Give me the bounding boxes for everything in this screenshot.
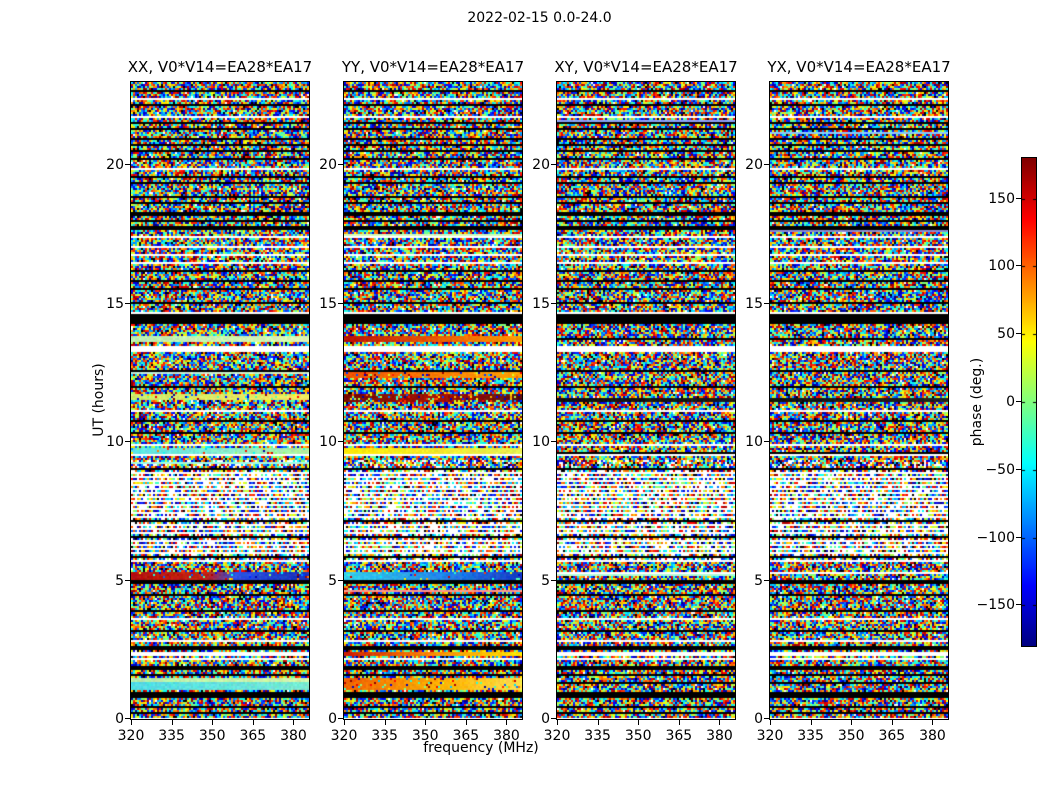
y-tick-label: 10 bbox=[106, 434, 124, 450]
y-tick-mark bbox=[125, 441, 130, 442]
y-tick-label: 15 bbox=[532, 295, 550, 312]
x-tick-mark bbox=[131, 720, 132, 725]
x-tick-label: 335 bbox=[797, 728, 824, 744]
y-tick-mark bbox=[551, 718, 556, 719]
y-axis-label: UT (hours) bbox=[91, 363, 107, 437]
x-tick-label: 320 bbox=[543, 728, 571, 744]
x-tick-mark bbox=[466, 720, 467, 725]
y-tick-label: 0 bbox=[115, 711, 124, 727]
x-tick-mark bbox=[344, 720, 345, 725]
x-tick-label: 365 bbox=[665, 728, 693, 744]
x-tick-mark bbox=[293, 720, 294, 725]
x-tick-mark bbox=[851, 720, 852, 725]
y-tick-label: 15 bbox=[106, 295, 124, 312]
x-tick-label: 350 bbox=[624, 728, 652, 744]
y-tick-label: 5 bbox=[328, 572, 337, 589]
x-tick-mark bbox=[506, 720, 507, 725]
x-tick-label: 335 bbox=[371, 728, 398, 744]
x-tick-mark bbox=[892, 720, 893, 725]
x-tick-mark bbox=[679, 720, 680, 725]
colorbar-tick-label: 50 bbox=[997, 326, 1015, 343]
heatmap-panel-xx bbox=[130, 81, 310, 720]
x-tick-mark bbox=[638, 720, 639, 725]
y-tick-label: 5 bbox=[754, 572, 763, 589]
y-tick-mark bbox=[338, 580, 343, 581]
x-tick-label: 320 bbox=[117, 728, 145, 744]
y-tick-label: 0 bbox=[541, 711, 550, 727]
heatmap-panel-yy bbox=[343, 81, 523, 720]
y-tick-label: 15 bbox=[745, 295, 763, 312]
x-tick-mark bbox=[598, 720, 599, 725]
y-tick-label: 0 bbox=[754, 711, 763, 727]
panel-title-yy: YY, V0*V14=EA28*EA17 bbox=[341, 58, 525, 76]
x-tick-label: 350 bbox=[198, 728, 226, 744]
panel-title-xy: XY, V0*V14=EA28*EA17 bbox=[554, 58, 738, 76]
heatmap-panel-xy bbox=[556, 81, 736, 720]
panel-title-xx: XX, V0*V14=EA28*EA17 bbox=[127, 58, 313, 76]
colorbar-tick-label: −50 bbox=[985, 461, 1015, 478]
x-tick-label: 380 bbox=[706, 728, 733, 744]
y-tick-label: 0 bbox=[328, 711, 337, 727]
x-tick-mark bbox=[811, 720, 812, 725]
y-tick-label: 10 bbox=[745, 434, 763, 450]
y-tick-mark bbox=[551, 441, 556, 442]
colorbar-tick-label: −100 bbox=[976, 529, 1015, 546]
x-tick-label: 365 bbox=[878, 728, 906, 744]
colorbar-tick-mark bbox=[1016, 469, 1021, 470]
x-tick-mark bbox=[932, 720, 933, 725]
x-tick-mark bbox=[719, 720, 720, 725]
colorbar-tick-mark bbox=[1016, 198, 1021, 199]
x-tick-label: 365 bbox=[452, 728, 480, 744]
x-tick-label: 350 bbox=[837, 728, 865, 744]
colorbar-tick-mark bbox=[1016, 333, 1021, 334]
y-tick-label: 20 bbox=[319, 157, 337, 173]
y-tick-label: 20 bbox=[106, 157, 124, 173]
x-tick-label: 350 bbox=[411, 728, 439, 744]
y-tick-mark bbox=[125, 580, 130, 581]
y-tick-mark bbox=[338, 164, 343, 165]
y-tick-mark bbox=[125, 164, 130, 165]
colorbar-tick-label: −150 bbox=[976, 597, 1015, 614]
y-tick-mark bbox=[764, 164, 769, 165]
x-tick-mark bbox=[385, 720, 386, 725]
y-tick-mark bbox=[125, 303, 130, 304]
colorbar-tick-label: 0 bbox=[1006, 394, 1015, 410]
colorbar bbox=[1021, 157, 1037, 647]
x-tick-label: 380 bbox=[493, 728, 520, 744]
x-tick-mark bbox=[770, 720, 771, 725]
colorbar-tick-mark bbox=[1016, 537, 1021, 538]
x-tick-mark bbox=[425, 720, 426, 725]
colorbar-tick-label: 150 bbox=[988, 190, 1015, 207]
y-tick-mark bbox=[338, 718, 343, 719]
y-tick-mark bbox=[764, 303, 769, 304]
x-tick-label: 335 bbox=[158, 728, 185, 744]
x-tick-label: 320 bbox=[756, 728, 784, 744]
colorbar-tick-label: 100 bbox=[988, 258, 1015, 275]
figure-title: 2022-02-15 0.0-24.0 bbox=[467, 10, 612, 26]
x-tick-label: 380 bbox=[919, 728, 946, 744]
y-tick-label: 15 bbox=[319, 295, 337, 312]
colorbar-label: phase (deg.) bbox=[969, 357, 985, 447]
colorbar-tick-mark bbox=[1016, 401, 1021, 402]
x-tick-label: 320 bbox=[330, 728, 358, 744]
colorbar-tick-mark bbox=[1016, 265, 1021, 266]
y-tick-label: 20 bbox=[745, 157, 763, 173]
y-tick-mark bbox=[764, 580, 769, 581]
y-tick-label: 5 bbox=[541, 572, 550, 589]
panel-title-yx: YX, V0*V14=EA28*EA17 bbox=[767, 58, 951, 76]
y-tick-mark bbox=[551, 303, 556, 304]
x-tick-label: 380 bbox=[280, 728, 307, 744]
x-tick-label: 335 bbox=[584, 728, 611, 744]
colorbar-tick-mark bbox=[1016, 604, 1021, 605]
y-tick-label: 10 bbox=[532, 434, 550, 450]
x-tick-mark bbox=[212, 720, 213, 725]
heatmap-panel-yx bbox=[769, 81, 949, 720]
x-tick-mark bbox=[557, 720, 558, 725]
y-tick-label: 5 bbox=[115, 572, 124, 589]
y-tick-mark bbox=[551, 164, 556, 165]
y-tick-mark bbox=[338, 441, 343, 442]
y-tick-label: 10 bbox=[319, 434, 337, 450]
y-tick-mark bbox=[125, 718, 130, 719]
x-tick-label: 365 bbox=[239, 728, 267, 744]
y-tick-label: 20 bbox=[532, 157, 550, 173]
y-tick-mark bbox=[338, 303, 343, 304]
y-tick-mark bbox=[764, 718, 769, 719]
x-axis-label: frequency (MHz) bbox=[423, 740, 539, 756]
x-tick-mark bbox=[253, 720, 254, 725]
x-tick-mark bbox=[172, 720, 173, 725]
y-tick-mark bbox=[551, 580, 556, 581]
y-tick-mark bbox=[764, 441, 769, 442]
